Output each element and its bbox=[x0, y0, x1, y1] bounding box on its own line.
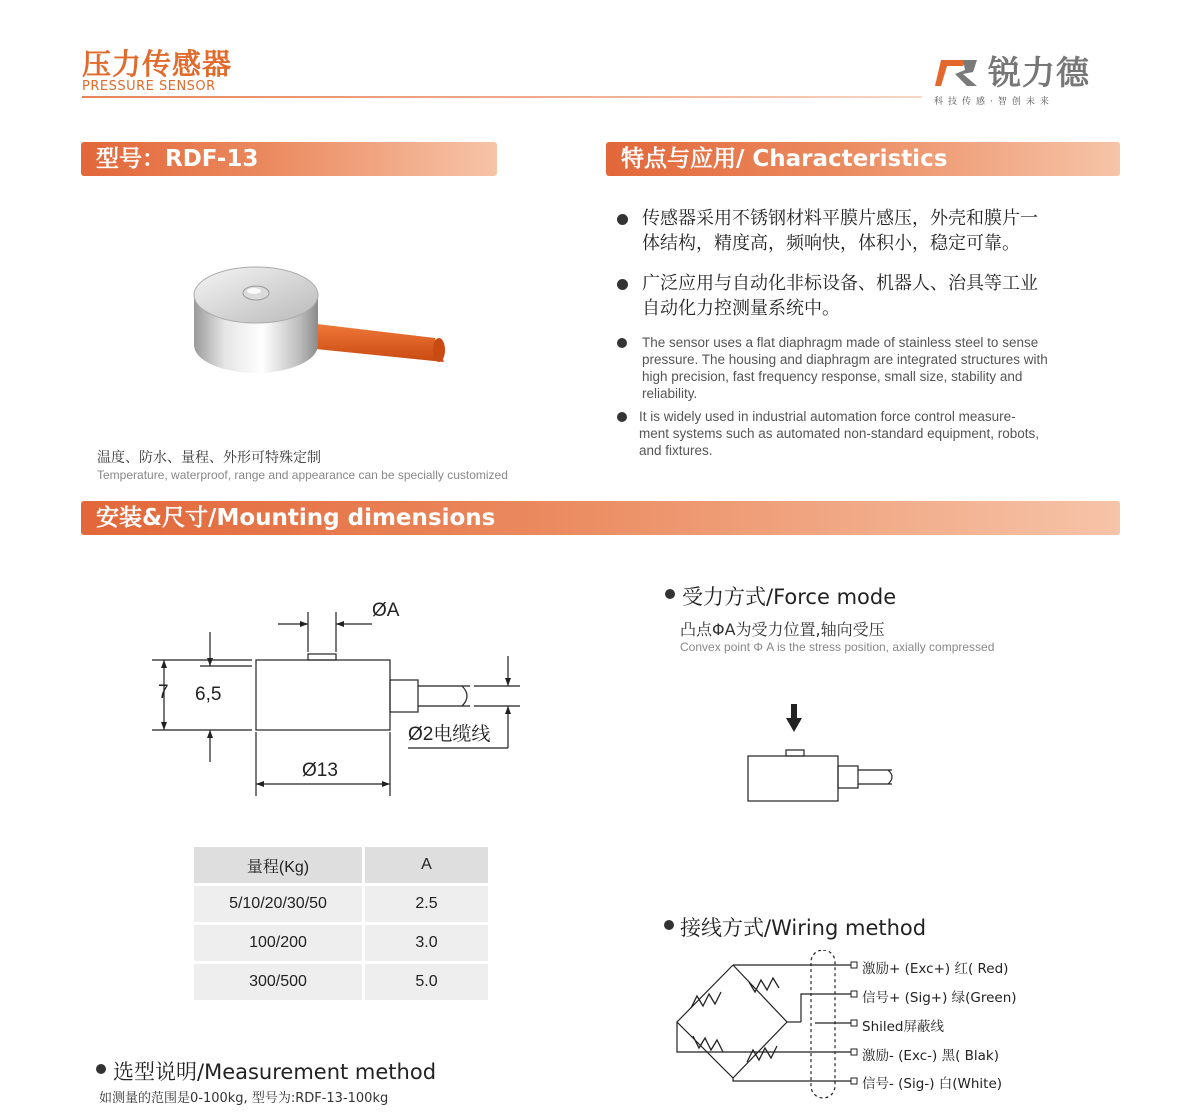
table-header: A bbox=[365, 847, 488, 883]
feature-cn-2-line-2: 自动化力控测量系统中。 bbox=[642, 298, 840, 319]
bullet-icon bbox=[664, 920, 674, 930]
mounting-bar: 安装&尺寸/Mounting dimensions bbox=[81, 501, 1120, 535]
table-row bbox=[194, 886, 488, 922]
brand-name: 锐力德 bbox=[988, 53, 1090, 92]
table-cell: 300/500 bbox=[194, 964, 362, 1000]
dim-65-label: 6,5 bbox=[195, 684, 222, 705]
title-divider bbox=[82, 96, 922, 98]
customization-note-en: Temperature, waterproof, range and appearance can be specially customized bbox=[97, 468, 508, 482]
feature-en-1: The sensor uses a flat diaphragm made of stainless steel to sense pressure. The housing and diaphragm are integrated structures with high precision, fast frequency response, small size, stability and reliability. bbox=[642, 335, 1048, 401]
dimension-drawing bbox=[140, 590, 540, 800]
wire-label-exc-minus: 激励- (Exc-) 黑( Blak) bbox=[862, 1048, 999, 1064]
table-cell: 2.5 bbox=[365, 886, 488, 922]
brand-tagline: 科技传感·智创未来 bbox=[934, 97, 1054, 107]
table-cell: 3.0 bbox=[365, 925, 488, 961]
dim-cable-label: Ø2电缆线 bbox=[408, 724, 491, 745]
characteristics-bar: 特点与应用/ Characteristics bbox=[606, 142, 1120, 176]
table-row bbox=[194, 964, 488, 1000]
bullet-icon bbox=[96, 1064, 106, 1074]
feature-en-2: It is widely used in industrial automation force control measure- ment systems such as automated non-standard equipment, robots, and fixtures. bbox=[639, 409, 1039, 458]
customization-note-cn: 温度、防水、量程、外形可特殊定制 bbox=[97, 450, 321, 466]
force-mode-cn: 凸点ΦA为受力位置,轴向受压 bbox=[680, 620, 885, 639]
wire-label-exc-plus: 激励+ (Exc+) 红( Red) bbox=[862, 961, 1009, 977]
measurement-heading: 选型说明/Measurement method bbox=[113, 1060, 437, 1084]
bullet-icon bbox=[665, 589, 675, 599]
page-title: 压力传感器 bbox=[82, 47, 233, 81]
dim-phiA-label: ØA bbox=[372, 600, 400, 621]
feature-cn-2-line-1: 广泛应用与自动化非标设备、机器人、治具等工业 bbox=[642, 273, 1038, 294]
feature-cn-1-line-1: 传感器采用不锈钢材料平膜片感压，外壳和膜片一 bbox=[642, 208, 1038, 229]
page-subtitle: PRESSURE SENSOR bbox=[82, 79, 216, 94]
table-cell: 100/200 bbox=[194, 925, 362, 961]
range-table bbox=[191, 844, 491, 1003]
wire-label-shield: Shiled屏蔽线 bbox=[862, 1019, 945, 1035]
bullet-icon bbox=[617, 279, 628, 290]
dim-7-label: 7 bbox=[158, 682, 169, 703]
table-row bbox=[194, 925, 488, 961]
wire-label-sig-minus: 信号- (Sig-) 白(White) bbox=[862, 1076, 1003, 1092]
bullet-icon bbox=[617, 412, 627, 422]
product-photo bbox=[180, 250, 470, 380]
force-mode-diagram bbox=[740, 700, 910, 810]
feature-cn-1-line-2: 体结构，精度高，频响快，体积小，稳定可靠。 bbox=[642, 233, 1020, 254]
table-cell: 5/10/20/30/50 bbox=[194, 886, 362, 922]
force-mode-en: Convex point Φ A is the stress position, axially compressed bbox=[680, 640, 995, 654]
wiring-heading: 接线方式/Wiring method bbox=[680, 916, 927, 940]
dim-13-label: Ø13 bbox=[302, 760, 338, 781]
table-cell: 5.0 bbox=[365, 964, 488, 1000]
bullet-icon bbox=[617, 338, 627, 348]
wire-label-sig-plus: 信号+ (Sig+) 绿(Green) bbox=[862, 990, 1017, 1006]
force-mode-heading: 受力方式/Force mode bbox=[682, 585, 897, 609]
brand-logo-icon bbox=[933, 52, 985, 88]
bullet-icon bbox=[617, 214, 628, 225]
arrow-down-icon bbox=[786, 704, 802, 732]
model-bar: 型号：RDF-13 bbox=[81, 142, 497, 176]
table-header: 量程(Kg) bbox=[194, 847, 362, 883]
wiring-diagram bbox=[665, 950, 865, 1100]
measurement-text: 如测量的范围是0-100kg, 型号为:RDF-13-100kg bbox=[99, 1091, 389, 1106]
